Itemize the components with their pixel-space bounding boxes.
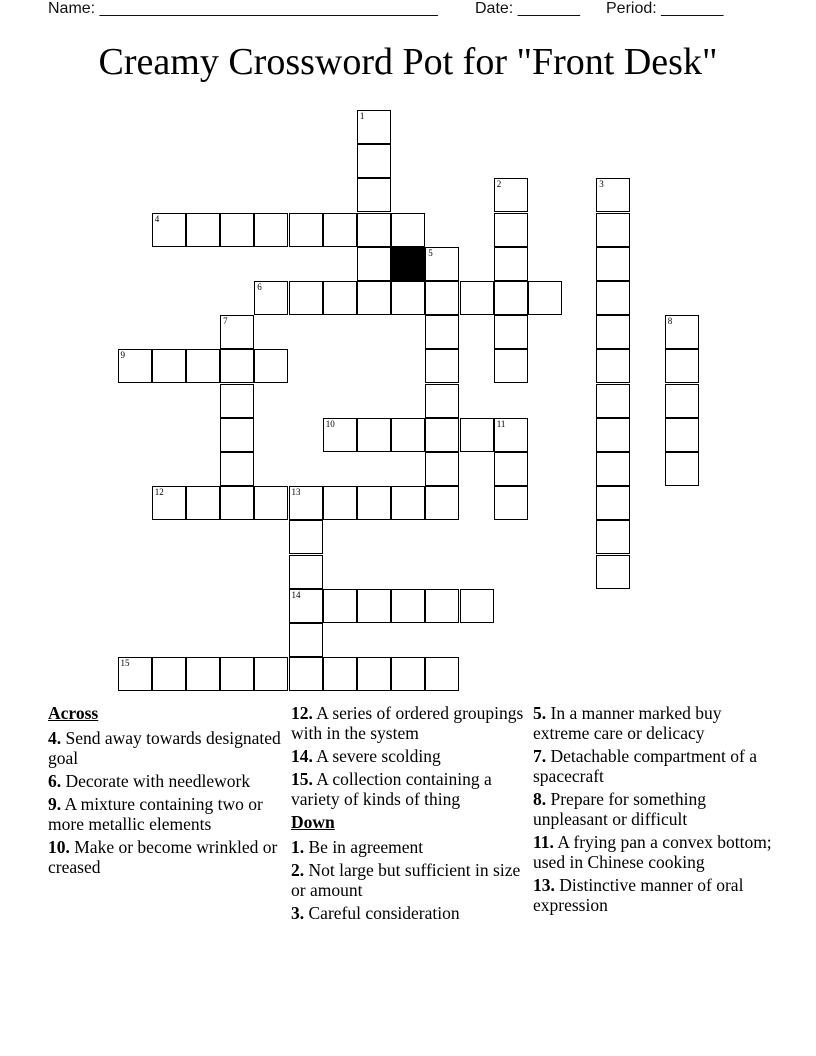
cell-number: 7 <box>223 316 228 327</box>
clue-text: Make or become wrinkled or creased <box>48 837 278 877</box>
crossword-cell[interactable] <box>323 418 357 452</box>
crossword-cell[interactable] <box>323 213 357 247</box>
clue-item <box>291 903 526 923</box>
clue-text: A frying pan a convex bottom; used in Chinese cooking <box>533 832 772 872</box>
crossword-cell[interactable] <box>494 281 528 315</box>
down-heading: Down <box>291 812 335 832</box>
crossword-cell[interactable] <box>425 418 459 452</box>
across-heading: Across <box>48 703 99 723</box>
crossword-cell[interactable] <box>254 213 288 247</box>
clue-text: A severe scolding <box>312 746 441 766</box>
clue-item <box>291 769 526 809</box>
crossword-cell[interactable] <box>494 315 528 349</box>
crossword-cell[interactable] <box>357 110 391 144</box>
clue-text: Be in agreement <box>304 837 424 857</box>
clue-column-2 <box>291 703 526 926</box>
crossword-cell[interactable] <box>357 281 391 315</box>
name-field[interactable]: Name: ______________________________________ <box>48 0 438 17</box>
clue-item <box>48 794 283 834</box>
crossword-cell[interactable] <box>665 384 699 418</box>
crossword-cell[interactable] <box>596 349 630 383</box>
crossword-cell[interactable] <box>596 247 630 281</box>
crossword-cell[interactable] <box>323 657 357 691</box>
crossword-cell[interactable] <box>220 486 254 520</box>
crossword-cell[interactable] <box>425 452 459 486</box>
cell-number: 1 <box>359 111 365 121</box>
crossword-cell[interactable] <box>494 178 528 212</box>
crossword-cell[interactable] <box>391 657 425 691</box>
cell-number: 12 <box>154 487 164 498</box>
clue-text: Not large but sufficient in size or amount <box>291 860 521 900</box>
crossword-cell[interactable] <box>596 555 630 589</box>
crossword-cell[interactable] <box>220 384 254 418</box>
crossword-cell[interactable] <box>425 315 459 349</box>
crossword-cell[interactable] <box>391 281 425 315</box>
cell-number: 13 <box>291 487 301 498</box>
crossword-black-cell <box>391 247 425 281</box>
clue-number: 9. <box>48 794 62 814</box>
cell-number: 6 <box>257 282 262 292</box>
clue-text: Distinctive manner of oral expression <box>533 875 744 915</box>
cell-number: 14 <box>291 589 301 600</box>
clue-item <box>48 771 283 791</box>
crossword-cell[interactable] <box>118 349 152 383</box>
clue-number: 8. <box>533 789 547 809</box>
crossword-cell[interactable] <box>289 623 323 657</box>
clue-text: A mixture containing two or more metallic elements <box>48 794 263 834</box>
crossword-cell[interactable] <box>425 589 459 623</box>
crossword-cell[interactable] <box>357 144 391 178</box>
cell-number: 8 <box>667 316 673 327</box>
crossword-cell[interactable] <box>391 418 425 452</box>
clue-item <box>291 703 526 743</box>
clue-text: A collection containing a variety of kinds of thing <box>291 769 492 809</box>
crossword-cell[interactable] <box>186 657 220 691</box>
crossword-cell[interactable] <box>460 589 494 623</box>
crossword-cell[interactable] <box>357 657 391 691</box>
crossword-cell[interactable] <box>152 486 186 520</box>
crossword-cell[interactable] <box>152 213 186 247</box>
crossword-cell[interactable] <box>494 452 528 486</box>
crossword-cell[interactable] <box>357 589 391 623</box>
crossword-cell[interactable] <box>425 349 459 383</box>
crossword-cell[interactable] <box>596 486 630 520</box>
clue-number: 5. <box>533 703 547 723</box>
clue-item <box>291 746 526 766</box>
clue-number: 2. <box>291 860 305 880</box>
crossword-cell[interactable] <box>596 520 630 554</box>
crossword-cell[interactable] <box>425 247 459 281</box>
crossword-cell[interactable] <box>596 384 630 418</box>
crossword-cell[interactable] <box>425 486 459 520</box>
crossword-cell[interactable] <box>289 555 323 589</box>
clue-number: 12. <box>291 703 313 723</box>
crossword-cell[interactable] <box>596 281 630 315</box>
crossword-cell[interactable] <box>220 452 254 486</box>
crossword-cell[interactable] <box>665 418 699 452</box>
crossword-cell[interactable] <box>254 349 288 383</box>
clue-item <box>533 789 773 829</box>
cell-number: 2 <box>496 179 502 190</box>
clue-number: 13. <box>533 875 555 895</box>
crossword-cell[interactable] <box>186 486 220 520</box>
crossword-cell[interactable] <box>152 657 186 691</box>
crossword-cell[interactable] <box>254 657 288 691</box>
crossword-cell[interactable] <box>596 452 630 486</box>
crossword-cell[interactable] <box>357 486 391 520</box>
clue-item <box>533 875 773 915</box>
cell-number: 10 <box>325 418 335 429</box>
crossword-cell[interactable] <box>357 178 391 212</box>
clue-item <box>291 860 526 900</box>
clue-text: Detachable compartment of a spacecraft <box>533 746 757 786</box>
crossword-cell[interactable] <box>289 281 323 315</box>
crossword-cell[interactable] <box>220 349 254 383</box>
crossword-cell[interactable] <box>460 418 494 452</box>
crossword-cell[interactable] <box>220 657 254 691</box>
clue-item <box>291 837 526 857</box>
clue-number: 4. <box>48 728 62 748</box>
clue-column-1 <box>48 703 283 880</box>
crossword-cell[interactable] <box>391 486 425 520</box>
cell-number: 15 <box>120 658 130 669</box>
clue-text: In a manner marked buy extreme care or delicacy <box>533 703 722 743</box>
cell-number: 5 <box>428 247 433 258</box>
crossword-cell[interactable] <box>357 247 391 281</box>
crossword-cell[interactable] <box>357 213 391 247</box>
crossword-cell[interactable] <box>494 349 528 383</box>
date-field[interactable]: Date: _______ <box>475 0 580 17</box>
cell-number: 3 <box>599 179 604 190</box>
crossword-cell[interactable] <box>186 349 220 383</box>
crossword-cell[interactable] <box>494 213 528 247</box>
crossword-cell[interactable] <box>665 315 699 349</box>
crossword-cell[interactable] <box>323 486 357 520</box>
clue-number: 6. <box>48 771 62 791</box>
crossword-cell[interactable] <box>425 281 459 315</box>
crossword-cell[interactable] <box>186 213 220 247</box>
crossword-cell[interactable] <box>494 418 528 452</box>
crossword-cell[interactable] <box>289 657 323 691</box>
crossword-cell[interactable] <box>323 589 357 623</box>
cell-number: 11 <box>496 418 506 429</box>
clue-text: Decorate with needlework <box>61 771 251 791</box>
crossword-cell[interactable] <box>460 281 494 315</box>
crossword-cell[interactable] <box>152 349 186 383</box>
page-title: Creamy Crossword Pot for "Front Desk" <box>98 41 718 83</box>
crossword-cell[interactable] <box>220 418 254 452</box>
clue-item <box>533 703 773 743</box>
clue-number: 3. <box>291 903 305 923</box>
clue-text: Careful consideration <box>304 903 460 923</box>
crossword-cell[interactable] <box>391 589 425 623</box>
clue-number: 14. <box>291 746 313 766</box>
clue-item <box>48 728 283 768</box>
crossword-cell[interactable] <box>425 657 459 691</box>
clue-number: 10. <box>48 837 70 857</box>
crossword-cell[interactable] <box>494 247 528 281</box>
clue-number: 11. <box>533 832 554 852</box>
crossword-cell[interactable] <box>357 418 391 452</box>
clue-item <box>48 837 283 877</box>
clue-item <box>533 832 773 872</box>
crossword-cell[interactable] <box>425 384 459 418</box>
crossword-cell[interactable] <box>665 452 699 486</box>
cell-number: 9 <box>120 350 125 361</box>
crossword-cell[interactable] <box>596 418 630 452</box>
crossword-cell[interactable] <box>596 213 630 247</box>
crossword-cell[interactable] <box>118 657 152 691</box>
crossword-cell[interactable] <box>289 520 323 554</box>
crossword-cell[interactable] <box>528 281 562 315</box>
clue-text: A series of ordered groupings with in the system <box>291 703 524 743</box>
crossword-cell[interactable] <box>289 486 323 520</box>
period-field[interactable]: Period: _______ <box>606 0 724 17</box>
crossword-cell[interactable] <box>596 315 630 349</box>
clue-text: Send away towards designated goal <box>48 728 281 768</box>
crossword-cell[interactable] <box>289 213 323 247</box>
crossword-cell[interactable] <box>254 281 288 315</box>
crossword-cell[interactable] <box>391 213 425 247</box>
clue-text: Prepare for something unpleasant or difficult <box>533 789 707 829</box>
clue-number: 7. <box>533 746 547 766</box>
crossword-cell[interactable] <box>323 281 357 315</box>
crossword-cell[interactable] <box>665 349 699 383</box>
clue-number: 1. <box>291 837 305 857</box>
crossword-cell[interactable] <box>596 178 630 212</box>
clue-number: 15. <box>291 769 313 789</box>
clue-item <box>533 746 773 786</box>
crossword-cell[interactable] <box>289 589 323 623</box>
clue-column-3 <box>533 703 773 918</box>
crossword-cell[interactable] <box>494 486 528 520</box>
cell-number: 4 <box>154 213 160 224</box>
crossword-cell[interactable] <box>220 213 254 247</box>
crossword-cell[interactable] <box>220 315 254 349</box>
crossword-cell[interactable] <box>254 486 288 520</box>
